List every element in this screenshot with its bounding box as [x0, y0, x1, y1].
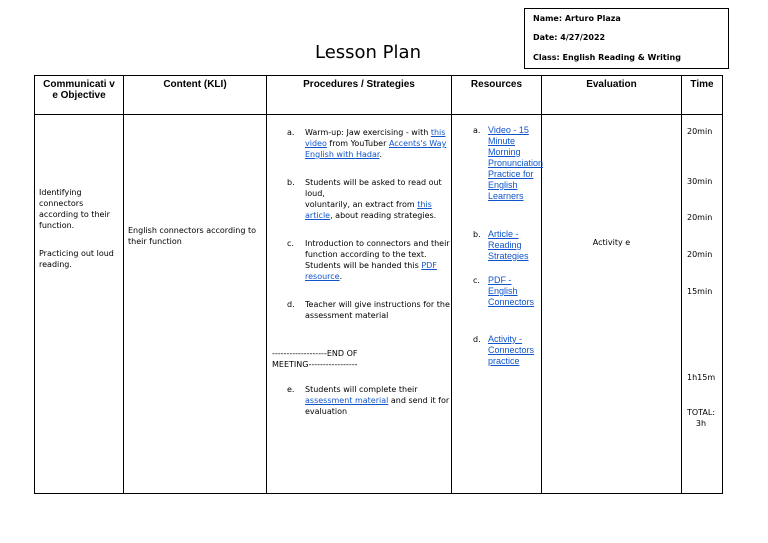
video-resource-link[interactable]: Video - 15 Minute Morning Pronunciation Practice for English Learners: [488, 125, 544, 201]
time-3: 20min: [687, 213, 713, 222]
page-title: Lesson Plan: [315, 42, 421, 63]
info-name: Name: Arturo Plaza: [533, 14, 621, 23]
table-header-row: [35, 76, 723, 115]
time-cell: [682, 115, 723, 494]
time-2: 30min: [687, 177, 713, 186]
accents-way-link[interactable]: Accents's Way English with Hadar: [305, 139, 447, 159]
evaluation-cell: [542, 115, 682, 494]
evaluation-text: Activity e: [592, 238, 631, 247]
end-of-meeting-divider: -------------------END OF MEETING-----------------: [272, 349, 358, 369]
time-1: 20min: [687, 127, 713, 136]
header-evaluation: Evaluation: [542, 76, 682, 115]
header-objective: Communicati ve Objective: [35, 76, 124, 115]
pdf-resource-link[interactable]: PDF resource: [305, 261, 437, 281]
objective-text-1: Identifying connectors according to their function.: [39, 188, 110, 230]
info-date: Date: 4/27/2022: [533, 33, 606, 42]
header-time: Time: [682, 76, 723, 115]
header-resources: Resources: [452, 76, 542, 115]
table-row: [35, 115, 723, 494]
header-procedures: Procedures / Strategies: [267, 76, 452, 115]
time-5: 15min: [687, 287, 713, 296]
header-content: Content (KLI): [124, 76, 267, 115]
objective-text-2: Practicing out loud reading.: [39, 249, 114, 269]
info-box: [524, 8, 729, 69]
time-6: 1h15m: [687, 373, 716, 382]
procedures-cell: a. Warm-up: Jaw exercising - with this video from YouTuber Accents's Way English with Hadar. b. Students will be asked to read out loud, voluntarily, an extract from this article, about reading strategies. c. Introduction to connectors and their function according to the text. Students will be handed this PDF resource. d. Teacher will give instructions for the assessment material -------------------END OF MEETING----------------- e. Students will complete their assessment material and send it for evaluation: [267, 115, 452, 494]
pdf-resource-list-link[interactable]: PDF - English Connectors: [488, 275, 535, 307]
lesson-plan-table: [34, 75, 723, 494]
content-cell: [124, 115, 267, 494]
assessment-material-link[interactable]: assessment material: [305, 396, 389, 405]
this-video-link[interactable]: this video: [305, 128, 446, 148]
article-resource-link[interactable]: Article - Reading Strategies: [488, 229, 529, 261]
time-total: TOTAL: 3h: [686, 408, 716, 428]
content-text: English connectors according to their function: [128, 226, 256, 246]
this-article-link[interactable]: this article: [305, 200, 432, 220]
info-class: Class: English Reading & Writing: [533, 53, 681, 62]
activity-resource-link[interactable]: Activity - Connectors practice: [488, 334, 535, 366]
time-4: 20min: [687, 250, 713, 259]
resources-cell: a. Video - 15 Minute Morning Pronunciation Practice for English Learners b. Article - Reading Strategies c. PDF - English Connectors d. Activity - Connectors practice: [452, 115, 542, 494]
objective-cell: [35, 115, 124, 494]
